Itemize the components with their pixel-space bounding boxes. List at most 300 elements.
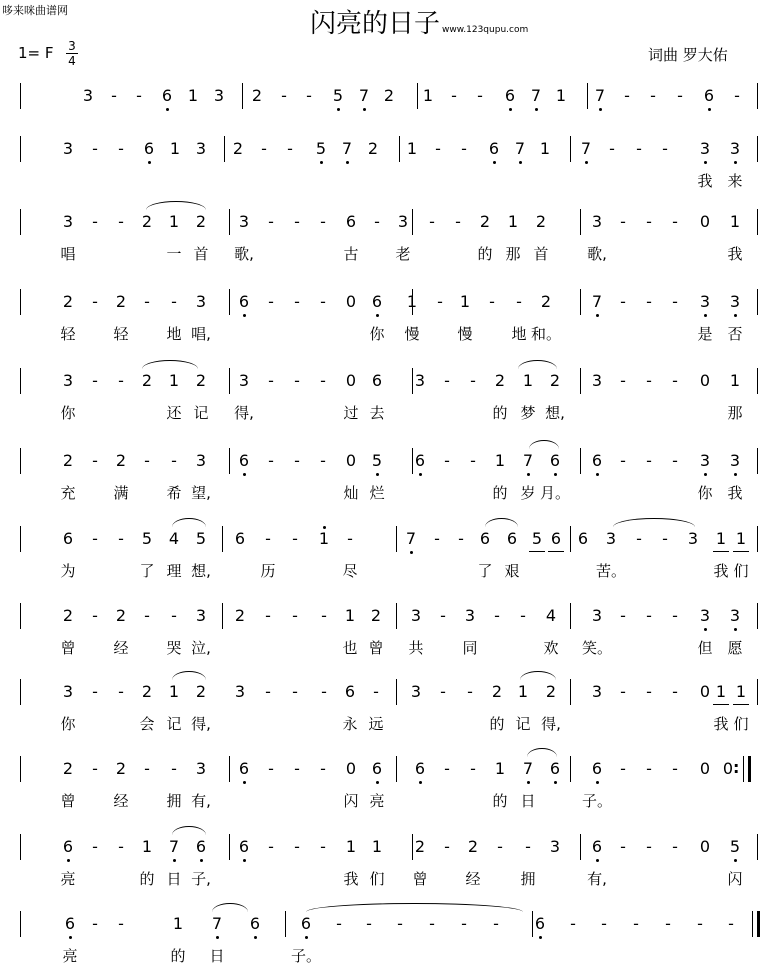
dash bbox=[88, 371, 102, 390]
lyric: 灿 bbox=[343, 484, 359, 502]
note-digit: - bbox=[516, 292, 522, 311]
underline bbox=[548, 551, 564, 552]
barline bbox=[229, 448, 230, 474]
note-digit: 0 bbox=[699, 371, 711, 390]
note-digit: - bbox=[672, 451, 678, 470]
dash bbox=[433, 292, 447, 311]
dash bbox=[431, 139, 445, 158]
barline bbox=[396, 603, 397, 629]
time-bottom: 4 bbox=[68, 54, 76, 68]
barline bbox=[20, 136, 21, 162]
low-dot bbox=[243, 314, 246, 317]
note-digit: - bbox=[672, 682, 678, 701]
note-digit: - bbox=[320, 451, 326, 470]
lyric: 同 bbox=[462, 639, 478, 657]
note-digit: 3 bbox=[729, 451, 741, 470]
lyric: 记 bbox=[166, 715, 182, 733]
barline bbox=[229, 368, 230, 394]
dash bbox=[167, 759, 181, 778]
dash bbox=[167, 292, 181, 311]
note bbox=[194, 292, 208, 311]
note-digit: 2 bbox=[234, 606, 246, 625]
lyric: 过 bbox=[343, 404, 359, 422]
note bbox=[194, 606, 208, 625]
barline bbox=[757, 603, 758, 629]
note-digit: 6 bbox=[591, 837, 603, 856]
low-dot bbox=[704, 628, 707, 631]
note-digit: - bbox=[144, 451, 150, 470]
note-digit: 2 bbox=[115, 451, 127, 470]
note-digit: - bbox=[92, 139, 98, 158]
note bbox=[728, 371, 742, 390]
note bbox=[344, 371, 358, 390]
note-digit: 3 bbox=[591, 682, 603, 701]
note bbox=[590, 451, 604, 470]
dash bbox=[288, 529, 302, 548]
note bbox=[521, 759, 535, 778]
lyric: 老 bbox=[395, 245, 411, 263]
note-digit: - bbox=[321, 682, 327, 701]
note-digit: 3 bbox=[195, 292, 207, 311]
note-digit: 6 bbox=[591, 451, 603, 470]
dash bbox=[114, 682, 128, 701]
dash bbox=[88, 914, 102, 933]
note bbox=[554, 86, 568, 105]
note bbox=[421, 86, 435, 105]
note-digit: - bbox=[306, 86, 312, 105]
lyric: 子。 bbox=[290, 947, 322, 965]
note bbox=[237, 371, 251, 390]
note-digit: 1 bbox=[345, 837, 357, 856]
note bbox=[340, 139, 354, 158]
lyric: 们 bbox=[733, 715, 749, 733]
note-digit: - bbox=[646, 451, 652, 470]
note bbox=[140, 529, 154, 548]
note-digit: 2 bbox=[115, 292, 127, 311]
note-digit: - bbox=[435, 139, 441, 158]
slur bbox=[172, 826, 206, 835]
note-digit: 2 bbox=[545, 682, 557, 701]
system-11 bbox=[0, 834, 777, 889]
slur bbox=[306, 903, 523, 912]
note-digit: 3 bbox=[234, 682, 246, 701]
note bbox=[404, 529, 418, 548]
note-digit: 3 bbox=[238, 212, 250, 231]
dash bbox=[436, 606, 450, 625]
note bbox=[529, 86, 543, 105]
dash bbox=[140, 292, 154, 311]
note bbox=[237, 837, 251, 856]
note bbox=[493, 451, 507, 470]
system-6 bbox=[0, 448, 777, 503]
note-digit: 6 bbox=[238, 759, 250, 778]
barline bbox=[757, 209, 758, 235]
note bbox=[140, 212, 154, 231]
note-digit: 2 bbox=[141, 212, 153, 231]
dash bbox=[114, 914, 128, 933]
barline bbox=[580, 289, 581, 315]
system-1 bbox=[0, 83, 777, 138]
lyric: 我 bbox=[697, 172, 713, 190]
note-digit: - bbox=[570, 914, 576, 933]
note-digit: - bbox=[620, 451, 626, 470]
system-2 bbox=[0, 136, 777, 191]
note bbox=[466, 837, 480, 856]
note-digit: - bbox=[672, 759, 678, 778]
note-digit: - bbox=[92, 759, 98, 778]
lyric: 闪 bbox=[343, 792, 359, 810]
lyric: 得, bbox=[191, 715, 211, 733]
note bbox=[233, 682, 247, 701]
dash bbox=[332, 914, 346, 933]
note-digit: - bbox=[265, 529, 271, 548]
note-digit: - bbox=[397, 914, 403, 933]
note-digit: 1 bbox=[735, 529, 747, 548]
lyric: 苦。 bbox=[595, 562, 627, 580]
low-dot bbox=[243, 859, 246, 862]
barline bbox=[757, 679, 758, 705]
dash bbox=[493, 837, 507, 856]
low-dot bbox=[216, 936, 219, 939]
note-digit: - bbox=[633, 914, 639, 933]
note-digit: - bbox=[461, 914, 467, 933]
note-digit: - bbox=[662, 529, 668, 548]
low-dot bbox=[585, 161, 588, 164]
lyric: 你 bbox=[60, 715, 76, 733]
note-digit: - bbox=[92, 451, 98, 470]
note-digit: - bbox=[650, 86, 656, 105]
barline bbox=[757, 83, 758, 109]
dash bbox=[88, 529, 102, 548]
dash bbox=[661, 914, 675, 933]
dash bbox=[454, 529, 468, 548]
note bbox=[405, 139, 419, 158]
barline bbox=[757, 136, 758, 162]
note-digit: 2 bbox=[549, 371, 561, 390]
note-digit: - bbox=[646, 606, 652, 625]
barline bbox=[20, 209, 21, 235]
note-digit: 3 bbox=[62, 371, 74, 390]
low-dot bbox=[243, 781, 246, 784]
note-digit: - bbox=[320, 837, 326, 856]
note bbox=[167, 529, 181, 548]
note bbox=[344, 451, 358, 470]
dash bbox=[466, 371, 480, 390]
note-digit: 0 bbox=[699, 682, 711, 701]
low-dot bbox=[69, 936, 72, 939]
barline bbox=[20, 526, 21, 552]
barline bbox=[20, 834, 21, 860]
barline bbox=[748, 756, 751, 782]
dash bbox=[362, 914, 376, 933]
barline bbox=[20, 756, 21, 782]
lyric: 了 bbox=[139, 562, 155, 580]
dash bbox=[393, 914, 407, 933]
note-digit: 1 bbox=[406, 139, 418, 158]
dash bbox=[642, 451, 656, 470]
note bbox=[544, 682, 558, 701]
dash bbox=[140, 606, 154, 625]
note-digit: 5 bbox=[729, 837, 741, 856]
note-digit: 7 bbox=[591, 292, 603, 311]
note bbox=[114, 292, 128, 311]
note-digit: 3 bbox=[397, 212, 409, 231]
note bbox=[590, 371, 604, 390]
note-digit: 2 bbox=[195, 371, 207, 390]
lyric: 经 bbox=[113, 792, 129, 810]
note-digit: 0 bbox=[722, 759, 734, 778]
dash bbox=[264, 292, 278, 311]
dash bbox=[642, 212, 656, 231]
dash bbox=[668, 212, 682, 231]
note bbox=[530, 529, 544, 548]
note bbox=[370, 371, 384, 390]
note-digit: - bbox=[620, 606, 626, 625]
slur bbox=[146, 201, 206, 210]
lyric: 远 bbox=[368, 715, 384, 733]
note-digit: - bbox=[470, 759, 476, 778]
dash bbox=[343, 529, 357, 548]
note bbox=[714, 682, 728, 701]
dash bbox=[440, 837, 454, 856]
note bbox=[463, 606, 477, 625]
lyric: 我 bbox=[727, 245, 743, 263]
dash bbox=[466, 759, 480, 778]
low-dot bbox=[148, 161, 151, 164]
lyric: 充 bbox=[60, 484, 76, 502]
system-8 bbox=[0, 603, 777, 658]
note bbox=[343, 606, 357, 625]
lyric: 曾 bbox=[368, 639, 384, 657]
note-digit: 3 bbox=[195, 451, 207, 470]
note-digit: 1 bbox=[168, 212, 180, 231]
note-digit: 6 bbox=[238, 292, 250, 311]
dash bbox=[290, 837, 304, 856]
barline bbox=[743, 756, 744, 782]
note bbox=[590, 606, 604, 625]
note-digit: - bbox=[646, 371, 652, 390]
note-digit: 6 bbox=[371, 759, 383, 778]
note-digit: 2 bbox=[479, 212, 491, 231]
note bbox=[194, 212, 208, 231]
note bbox=[357, 86, 371, 105]
lyric: 地 bbox=[511, 325, 527, 343]
low-dot bbox=[734, 161, 737, 164]
note-digit: 1 bbox=[507, 212, 519, 231]
note bbox=[63, 914, 77, 933]
dash bbox=[88, 759, 102, 778]
lyric: 有, bbox=[587, 870, 607, 888]
note-digit: - bbox=[294, 292, 300, 311]
note bbox=[490, 682, 504, 701]
note-digit: - bbox=[268, 451, 274, 470]
note-digit: - bbox=[665, 914, 671, 933]
note-digit: 1 bbox=[494, 451, 506, 470]
note-digit: 3 bbox=[591, 212, 603, 231]
dash bbox=[88, 682, 102, 701]
note-digit: 3 bbox=[729, 139, 741, 158]
note bbox=[194, 529, 208, 548]
note bbox=[590, 759, 604, 778]
dash bbox=[457, 914, 471, 933]
note-digit: - bbox=[336, 914, 342, 933]
dash bbox=[485, 292, 499, 311]
lyric: 希 bbox=[166, 484, 182, 502]
lyric: 梦 bbox=[520, 404, 536, 422]
note bbox=[576, 529, 590, 548]
note-digit: 0 bbox=[345, 451, 357, 470]
note-digit: - bbox=[620, 837, 626, 856]
dash bbox=[642, 292, 656, 311]
note-digit: - bbox=[261, 139, 267, 158]
lyric: 也 bbox=[342, 639, 358, 657]
note-digit: - bbox=[677, 86, 683, 105]
lyric: 是 bbox=[697, 325, 713, 343]
note-digit: 1 bbox=[517, 682, 529, 701]
low-dot bbox=[704, 473, 707, 476]
lyric: 尽 bbox=[342, 562, 358, 580]
dash bbox=[668, 759, 682, 778]
note-digit: - bbox=[268, 759, 274, 778]
note-digit: - bbox=[477, 86, 483, 105]
dash bbox=[616, 212, 630, 231]
underline bbox=[713, 704, 729, 705]
note-digit: 0 bbox=[345, 292, 357, 311]
low-dot bbox=[166, 108, 169, 111]
dash bbox=[264, 371, 278, 390]
lyric: 想, bbox=[191, 562, 211, 580]
note-digit: 1 bbox=[141, 837, 153, 856]
note bbox=[186, 86, 200, 105]
lyric: 亮 bbox=[60, 870, 76, 888]
lyric: 欢 bbox=[543, 639, 559, 657]
note-digit: - bbox=[268, 212, 274, 231]
dash bbox=[316, 451, 330, 470]
note bbox=[493, 759, 507, 778]
note bbox=[140, 682, 154, 701]
dash bbox=[277, 86, 291, 105]
dash bbox=[316, 292, 330, 311]
note-digit: 3 bbox=[549, 837, 561, 856]
note-digit: 6 bbox=[549, 759, 561, 778]
lyric: 们 bbox=[733, 562, 749, 580]
note-digit: 5 bbox=[371, 451, 383, 470]
lyric: 慢 bbox=[404, 325, 420, 343]
note-digit: - bbox=[118, 837, 124, 856]
note-digit: - bbox=[620, 212, 626, 231]
note-digit: 3 bbox=[195, 606, 207, 625]
low-dot bbox=[419, 473, 422, 476]
note-digit: - bbox=[646, 292, 652, 311]
note-digit: 7 bbox=[580, 139, 592, 158]
note bbox=[409, 682, 423, 701]
dash bbox=[290, 292, 304, 311]
note-digit: 3 bbox=[729, 606, 741, 625]
low-dot bbox=[734, 628, 737, 631]
low-dot bbox=[254, 936, 257, 939]
dash bbox=[425, 914, 439, 933]
note-digit: 1 bbox=[371, 837, 383, 856]
lyric: 历 bbox=[260, 562, 276, 580]
lyric: 满 bbox=[113, 484, 129, 502]
lyric: 你 bbox=[697, 484, 713, 502]
note bbox=[194, 759, 208, 778]
note-digit: - bbox=[636, 529, 642, 548]
note-digit: - bbox=[489, 292, 495, 311]
note-digit: 2 bbox=[195, 682, 207, 701]
note bbox=[61, 371, 75, 390]
note bbox=[171, 914, 185, 933]
barline bbox=[285, 911, 286, 937]
dash bbox=[668, 371, 682, 390]
barline bbox=[580, 834, 581, 860]
lyric: 的 bbox=[139, 870, 155, 888]
dash bbox=[114, 529, 128, 548]
lyric: 岁 bbox=[520, 484, 536, 502]
slur bbox=[212, 903, 248, 912]
note-digit: 1 bbox=[555, 86, 567, 105]
dash bbox=[425, 212, 439, 231]
lyric: 你 bbox=[369, 325, 385, 343]
note-digit: 6 bbox=[143, 139, 155, 158]
note bbox=[698, 682, 712, 701]
lyric: 愿 bbox=[727, 639, 743, 657]
low-dot bbox=[493, 161, 496, 164]
note bbox=[366, 139, 380, 158]
lyric: 的 bbox=[170, 947, 186, 965]
dash bbox=[290, 759, 304, 778]
note-digit: 7 bbox=[405, 529, 417, 548]
note bbox=[579, 139, 593, 158]
note-digit: - bbox=[467, 682, 473, 701]
lyric: 子。 bbox=[581, 792, 613, 810]
lyric: 但 bbox=[697, 639, 713, 657]
lyric: 慢 bbox=[457, 325, 473, 343]
dash bbox=[466, 451, 480, 470]
note-digit: 3 bbox=[82, 86, 94, 105]
note bbox=[506, 212, 520, 231]
system-7 bbox=[0, 526, 777, 581]
barline bbox=[396, 756, 397, 782]
dash bbox=[261, 606, 275, 625]
dash bbox=[114, 837, 128, 856]
note bbox=[548, 837, 562, 856]
note-digit: - bbox=[437, 292, 443, 311]
note-digit: 2 bbox=[62, 759, 74, 778]
note bbox=[343, 682, 357, 701]
note bbox=[142, 139, 156, 158]
note-digit: 2 bbox=[540, 292, 552, 311]
note bbox=[314, 139, 328, 158]
note-digit: 6 bbox=[238, 451, 250, 470]
dash bbox=[632, 139, 646, 158]
dash bbox=[114, 139, 128, 158]
note-digit: 7 bbox=[594, 86, 606, 105]
note-digit: - bbox=[646, 759, 652, 778]
lyric: 否 bbox=[727, 325, 743, 343]
note bbox=[734, 529, 748, 548]
note-digit: 6 bbox=[488, 139, 500, 158]
dash bbox=[616, 682, 630, 701]
note-digit: 2 bbox=[232, 139, 244, 158]
note-digit: - bbox=[440, 682, 446, 701]
note bbox=[61, 139, 75, 158]
note-digit: 4 bbox=[545, 606, 557, 625]
note-digit: 6 bbox=[62, 837, 74, 856]
dash bbox=[264, 759, 278, 778]
system-9 bbox=[0, 679, 777, 734]
note-digit: 0 bbox=[345, 371, 357, 390]
